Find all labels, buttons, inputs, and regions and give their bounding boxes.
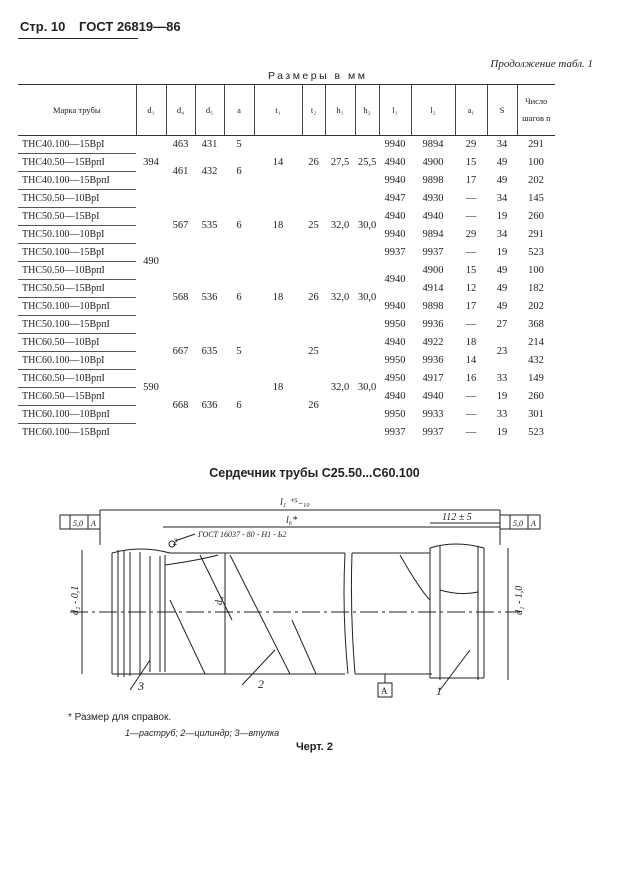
pipe-grade: ТНС50.50—10ВрпI bbox=[18, 262, 136, 280]
cell: 431 bbox=[201, 139, 218, 151]
cell: 463 bbox=[172, 139, 189, 151]
cell: 523 bbox=[528, 247, 544, 258]
cell: 490 bbox=[143, 256, 159, 267]
cell: 25 bbox=[308, 346, 319, 357]
cell: 49 bbox=[496, 283, 508, 294]
cell: 214 bbox=[528, 337, 544, 348]
cell: 32,0 bbox=[330, 381, 350, 393]
cell: 26 bbox=[308, 292, 319, 303]
cell: 535 bbox=[201, 220, 218, 231]
continuation-label: Продолжение табл. 1 bbox=[490, 58, 593, 70]
units-caption: Размеры в мм bbox=[268, 70, 368, 82]
cell: 635 bbox=[201, 346, 218, 357]
cell: 4940 bbox=[384, 211, 406, 222]
col-header: Число шагов n bbox=[517, 85, 555, 136]
part-1-label: 1 bbox=[436, 684, 442, 698]
cell: 567 bbox=[172, 220, 189, 231]
cell: 4930 bbox=[422, 193, 444, 204]
cell: 432 bbox=[528, 355, 544, 366]
part-3-label: 3 bbox=[138, 679, 144, 693]
cell: 9936 bbox=[422, 319, 444, 330]
cell: 590 bbox=[143, 381, 159, 393]
cell: 26 bbox=[308, 399, 319, 411]
bell-outline bbox=[430, 544, 484, 678]
cell: 145 bbox=[528, 193, 544, 204]
cell: 9937 bbox=[422, 247, 444, 258]
cell: 19 bbox=[496, 247, 508, 258]
cell: 4947 bbox=[384, 193, 406, 204]
cell: 4900 bbox=[422, 157, 444, 168]
cell: 4940 bbox=[384, 157, 406, 168]
cell: 432 bbox=[201, 166, 218, 177]
pipe-grade: ТНС40.50—15ВрпI bbox=[18, 154, 136, 172]
part-2-label: 2 bbox=[258, 677, 264, 691]
pipe-grade: ТНС50.100—15ВрI bbox=[18, 244, 136, 262]
cell: 291 bbox=[528, 229, 544, 240]
cell: 9950 bbox=[384, 319, 406, 330]
cell: 9937 bbox=[384, 247, 406, 258]
cell: 149 bbox=[528, 373, 544, 384]
cell: 16 bbox=[465, 373, 477, 384]
cell: 667 bbox=[172, 346, 189, 357]
datum-letter: A bbox=[381, 686, 388, 696]
cell: — bbox=[465, 391, 477, 402]
dim-l1-label: l₁ ⁺⁵₋₁₀ bbox=[280, 497, 310, 508]
cell: 49 bbox=[496, 301, 508, 312]
cell: 18 bbox=[465, 337, 477, 348]
col-header: Марка трубы bbox=[18, 85, 136, 136]
cell: 9937 bbox=[422, 426, 444, 438]
figure-title: Сердечник трубы С25.50...С60.100 bbox=[209, 466, 420, 480]
pipe-outline-right bbox=[352, 553, 432, 674]
tol-value-left: 5,0 bbox=[73, 519, 83, 528]
col-header: l₁ bbox=[379, 85, 411, 136]
cell: 260 bbox=[528, 211, 544, 222]
cell: 9950 bbox=[384, 409, 406, 420]
pipe-grade: ТНС40.100—15ВрпI bbox=[18, 172, 136, 190]
cell: 30,0 bbox=[357, 220, 377, 231]
dim-d2-label: d₂ - 0,1 bbox=[70, 585, 81, 615]
cell: 15 bbox=[465, 157, 477, 168]
cell: 9898 bbox=[422, 175, 444, 186]
cell: 668 bbox=[172, 399, 189, 411]
cell: 17 bbox=[465, 301, 477, 312]
cell: 9937 bbox=[384, 426, 406, 438]
weld-number: 2 bbox=[173, 537, 178, 547]
pipe-grade: ТНС50.50—15ВрпI bbox=[18, 280, 136, 298]
parts-legend: 1—раструб; 2—цилиндр; 3—втулка bbox=[125, 728, 280, 738]
cell: 27,5 bbox=[330, 157, 350, 169]
cell: 9894 bbox=[422, 139, 444, 151]
cell: 4940 bbox=[422, 211, 444, 222]
pipe-grade: ТНС50.100—10ВрI bbox=[18, 226, 136, 244]
cell: — bbox=[465, 319, 477, 330]
cell: 49 bbox=[496, 175, 508, 186]
cell: 18 bbox=[272, 381, 284, 393]
dim-d4-label: d₄ bbox=[214, 596, 225, 605]
col-header: S bbox=[487, 85, 517, 136]
bell-curve bbox=[440, 590, 478, 594]
spiral-right bbox=[400, 555, 430, 600]
cell: 394 bbox=[143, 157, 159, 169]
cell: 14 bbox=[465, 355, 477, 366]
cell: 23 bbox=[496, 346, 508, 357]
pipe-grade: ТНС50.100—10ВрпI bbox=[18, 298, 136, 316]
cell: 9940 bbox=[384, 229, 406, 240]
col-header: t₂ bbox=[302, 85, 325, 136]
tol-frame-right bbox=[500, 515, 510, 529]
cell: 9894 bbox=[422, 229, 444, 240]
cell: 260 bbox=[528, 391, 544, 402]
gost-weld-label: ГОСТ 16037 - 80 - Н1 - Ь2 bbox=[198, 530, 287, 539]
cell: 9898 bbox=[422, 301, 444, 312]
cell: 30,0 bbox=[357, 292, 377, 303]
cell: 5 bbox=[236, 346, 242, 357]
cell: 19 bbox=[496, 211, 508, 222]
cell: 18 bbox=[272, 220, 284, 231]
cell: 9940 bbox=[384, 175, 406, 186]
col-header: d₄ bbox=[166, 85, 195, 136]
tol-value-right: 5,0 bbox=[513, 519, 523, 528]
weld-leader bbox=[175, 534, 195, 541]
dim-d1-label: d₁ - 1,0 bbox=[514, 585, 525, 615]
cell: 26 bbox=[308, 157, 319, 169]
socket-left bbox=[112, 550, 160, 677]
cell: 9936 bbox=[422, 355, 444, 366]
cell: 17 bbox=[465, 175, 477, 186]
cell: 25,5 bbox=[357, 157, 377, 169]
cell: 29 bbox=[465, 139, 477, 151]
cell: 29 bbox=[465, 229, 477, 240]
standard-number: ГОСТ 26819—86 bbox=[79, 19, 181, 34]
cell: — bbox=[465, 247, 477, 258]
cell: 182 bbox=[528, 283, 544, 294]
cell: 4914 bbox=[422, 283, 444, 294]
pipe-grade: ТНС60.100—10ВрI bbox=[18, 352, 136, 370]
cell: 4922 bbox=[422, 337, 444, 348]
pipe-grade: ТНС60.50—10ВрпI bbox=[18, 370, 136, 388]
figure-caption: Черт. 2 bbox=[295, 741, 334, 753]
cell: 4940 bbox=[384, 391, 406, 402]
bell-right bbox=[430, 546, 484, 680]
cell: 368 bbox=[528, 319, 544, 330]
cell: 34 bbox=[496, 139, 508, 151]
cell: 636 bbox=[201, 399, 218, 411]
pipe-grade: ТНС50.100—15ВрпI bbox=[18, 316, 136, 334]
pipe-grade: ТНС60.100—15ВрпI bbox=[22, 427, 110, 438]
cell: 4940 bbox=[422, 391, 444, 402]
pipe-grade: ТНС50.50—15ВрI bbox=[18, 208, 136, 226]
cell: 4940 bbox=[384, 274, 406, 285]
cell: 14 bbox=[272, 157, 284, 169]
cell: 18 bbox=[272, 292, 284, 303]
cell: 27 bbox=[496, 319, 508, 330]
col-header: l₂ bbox=[411, 85, 455, 136]
cell: — bbox=[465, 426, 477, 438]
cell: 49 bbox=[496, 157, 508, 168]
pipe-grade: ТНС60.100—10ВрпI bbox=[18, 406, 136, 424]
cell: 461 bbox=[172, 166, 189, 177]
cell: 4917 bbox=[422, 373, 444, 384]
col-header: h₂ bbox=[355, 85, 379, 136]
cell: 49 bbox=[496, 265, 508, 276]
cell: 19 bbox=[496, 426, 508, 438]
col-header: a bbox=[224, 85, 254, 136]
cell: 6 bbox=[236, 292, 242, 303]
cell: 100 bbox=[528, 157, 544, 168]
cell: 202 bbox=[528, 301, 544, 312]
pipe-grade: ТНС50.50—10ВрI bbox=[18, 190, 136, 208]
cell: 19 bbox=[496, 391, 508, 402]
pipe-grade: ТНС40.100—15ВрI bbox=[18, 136, 136, 154]
cell: 568 bbox=[172, 292, 189, 303]
cell: 4900 bbox=[422, 265, 444, 276]
cell: 12 bbox=[465, 283, 477, 294]
cell: 536 bbox=[201, 292, 218, 303]
cell: 202 bbox=[528, 175, 544, 186]
cell: 301 bbox=[528, 409, 544, 420]
cell: 6 bbox=[236, 220, 242, 231]
cell: 291 bbox=[528, 139, 544, 151]
break-lines bbox=[344, 553, 355, 674]
leader-1 bbox=[440, 650, 470, 690]
cell: — bbox=[465, 211, 477, 222]
cell: 6 bbox=[236, 166, 242, 177]
col-header: t₁ bbox=[254, 85, 302, 136]
weld-curve bbox=[165, 555, 218, 565]
cell: 33 bbox=[496, 373, 508, 384]
cell: 4940 bbox=[384, 337, 406, 348]
spiral-seam bbox=[170, 555, 316, 674]
pipe-grade: ТНС60.50—10ВрI bbox=[18, 334, 136, 352]
cell: 30,0 bbox=[357, 381, 377, 393]
cell: 33 bbox=[496, 409, 508, 420]
cell: 25 bbox=[308, 220, 319, 231]
cell: 5 bbox=[236, 139, 242, 151]
datum-ref-right: A bbox=[531, 519, 536, 528]
cell: 15 bbox=[465, 265, 477, 276]
datum-ref-left: A bbox=[91, 519, 96, 528]
cell: — bbox=[465, 409, 477, 420]
cell: 32,0 bbox=[330, 220, 350, 231]
cell: 100 bbox=[528, 265, 544, 276]
cell: 34 bbox=[496, 229, 508, 240]
cell: 9940 bbox=[384, 301, 406, 312]
cell: 4950 bbox=[384, 373, 406, 384]
cell: 34 bbox=[496, 193, 508, 204]
col-header: d₁ bbox=[136, 85, 166, 136]
cell: 6 bbox=[236, 399, 242, 411]
cell: 9933 bbox=[422, 409, 444, 420]
cell: 523 bbox=[528, 426, 544, 438]
cell: 9950 bbox=[384, 355, 406, 366]
page-number: Стр. 10 bbox=[20, 19, 66, 34]
col-header: d₅ bbox=[195, 85, 224, 136]
dim-112-label: 112 ± 5 bbox=[442, 512, 472, 523]
cell: 9940 bbox=[384, 139, 406, 151]
col-header: h₁ bbox=[325, 85, 355, 136]
footnote: * Размер для справок. bbox=[68, 712, 172, 723]
col-header: a₁ bbox=[455, 85, 487, 136]
pipe-grade: ТНС60.50—15ВрпI bbox=[18, 388, 136, 406]
cell: 32,0 bbox=[330, 292, 350, 303]
cell: — bbox=[465, 193, 477, 204]
tol-frame-left bbox=[60, 515, 70, 529]
dim-l6-label: l₆* bbox=[286, 515, 298, 526]
